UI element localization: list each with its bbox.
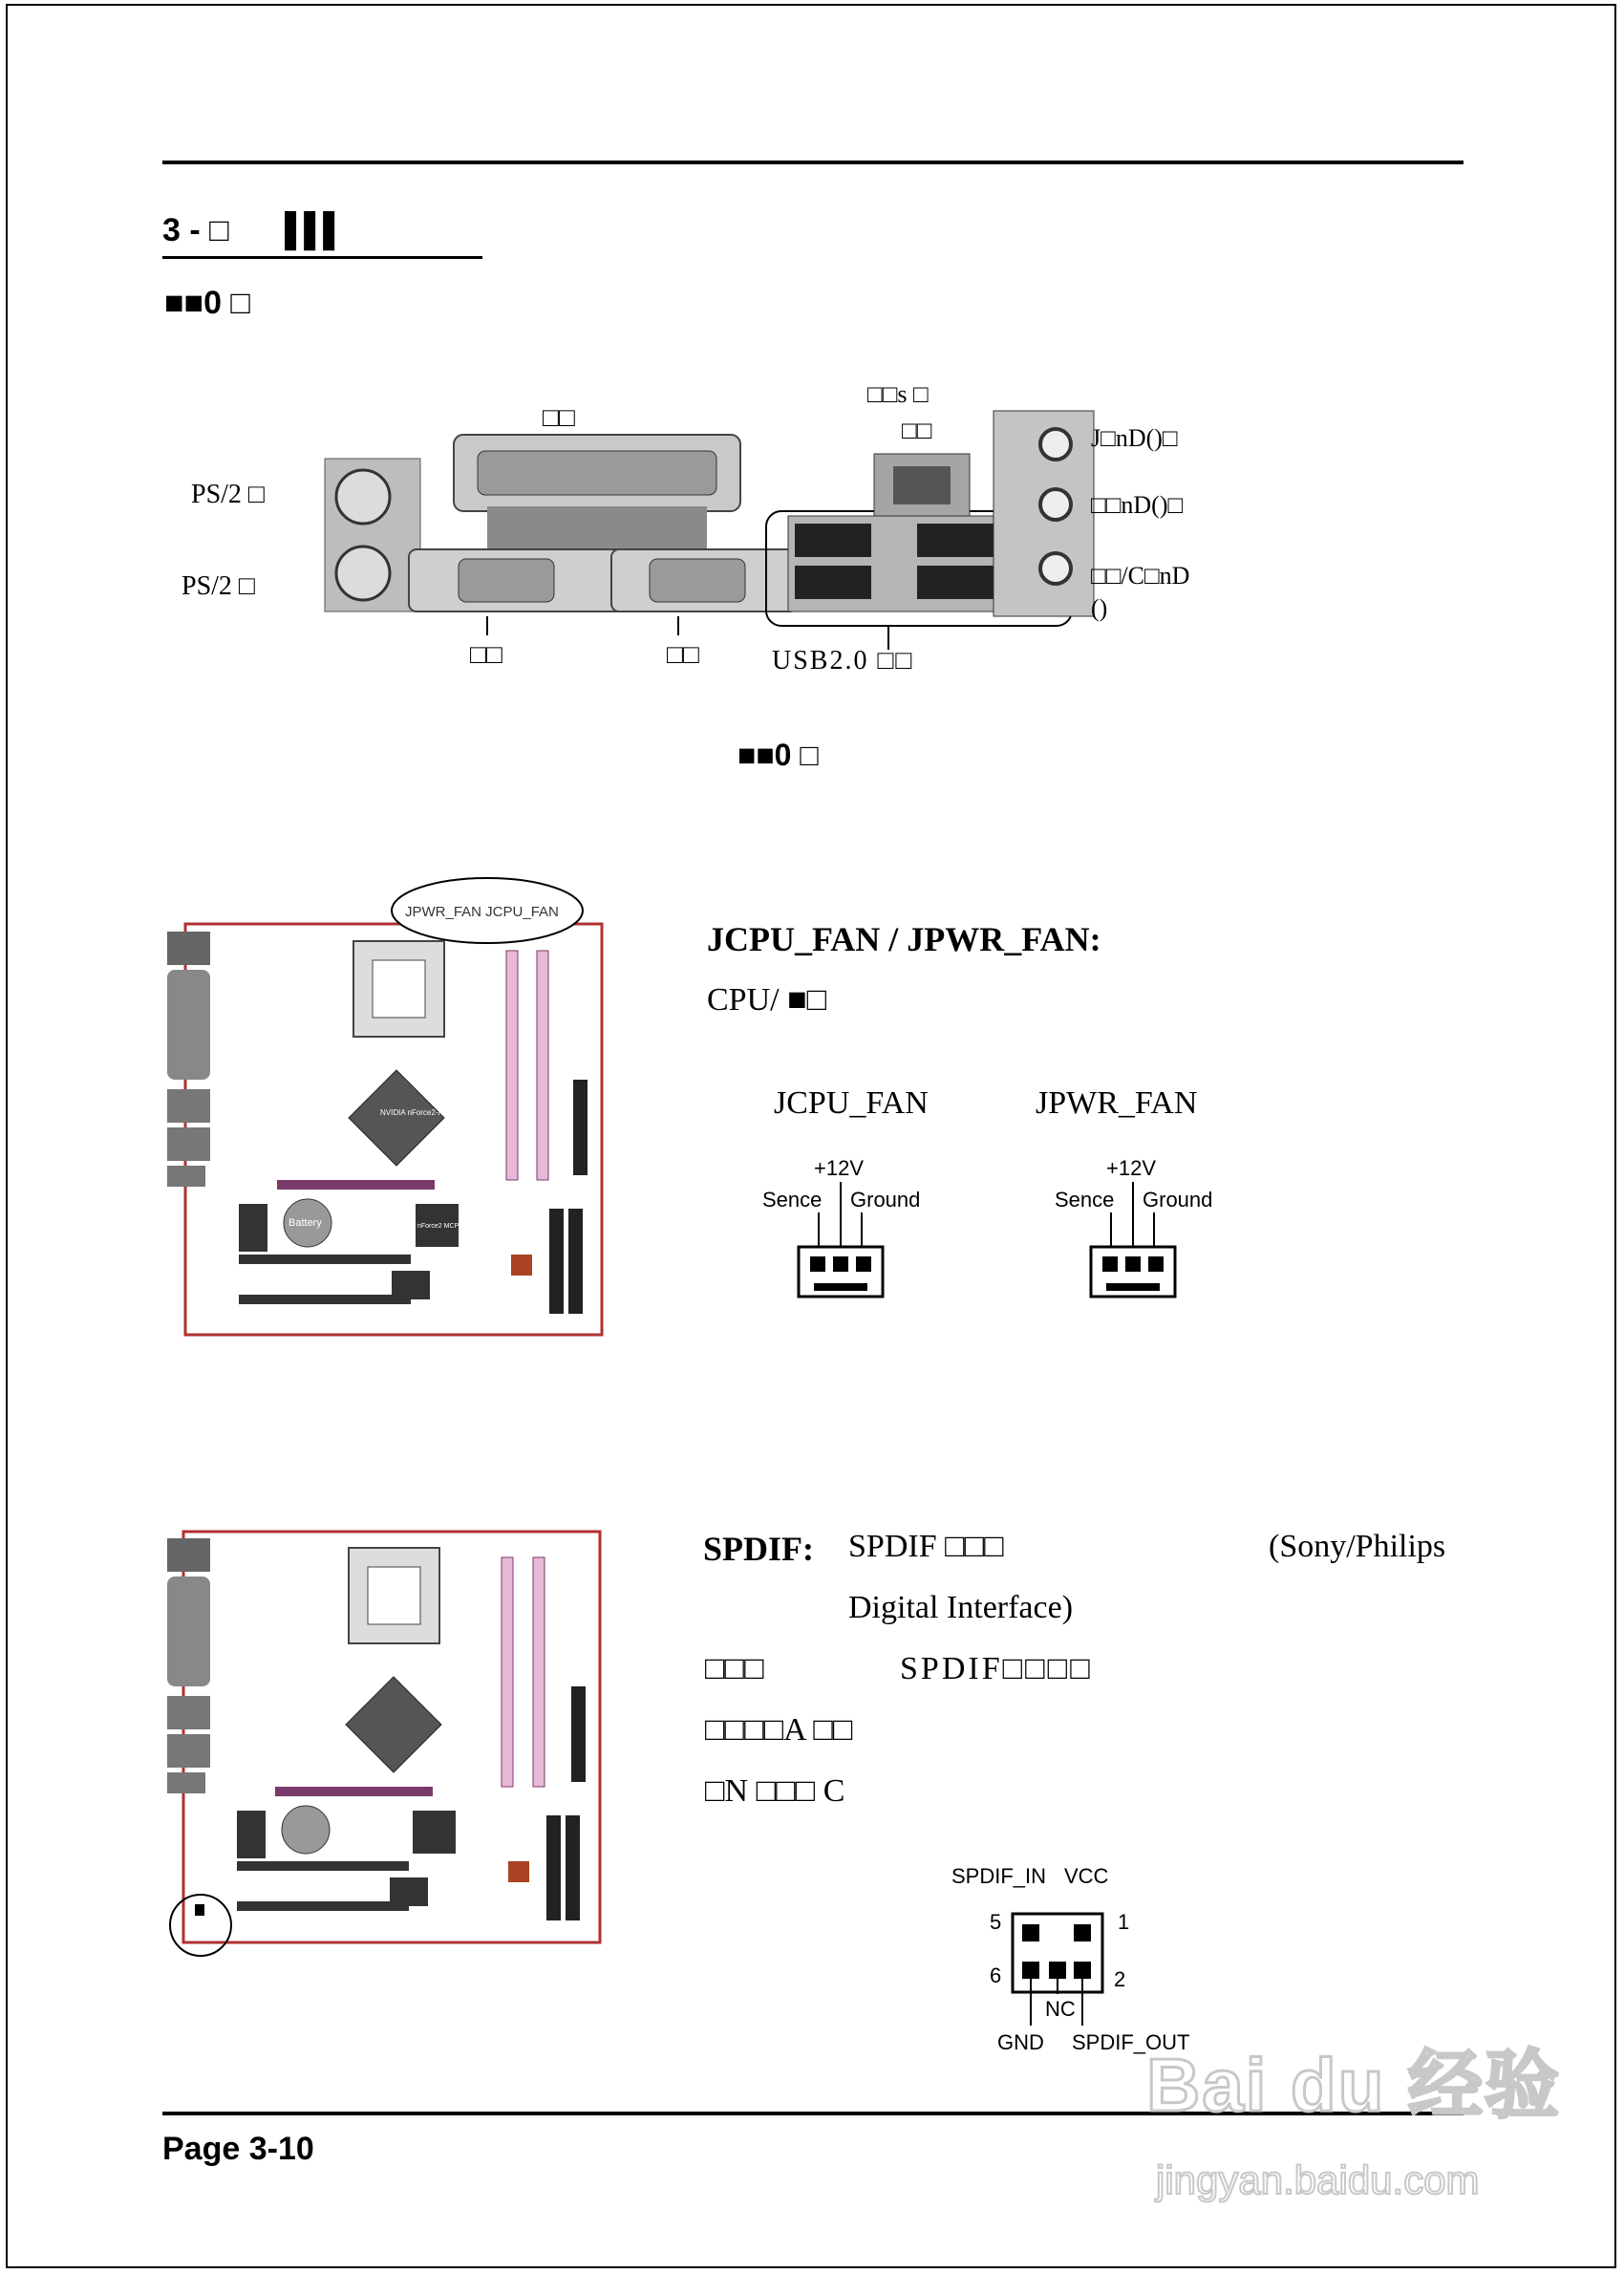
- label-vga1: □□: [470, 640, 502, 670]
- label-vga2: □□: [667, 640, 699, 670]
- board-usb: [167, 1127, 210, 1161]
- label-ps2-bottom: PS/2 □: [182, 571, 255, 601]
- jcpu-key: [814, 1283, 867, 1291]
- jpwr-fan-pinout: [1047, 1151, 1238, 1304]
- board-diagram-fan: [162, 874, 611, 1342]
- pci-slot-2: [239, 1295, 411, 1304]
- jpwr-pin-3: [1148, 1256, 1164, 1272]
- floppy-connector: [573, 1080, 588, 1175]
- dimm-slot-2: [537, 951, 548, 1180]
- spdif-pin-5: [1022, 1924, 1039, 1941]
- jcpu-sense: Sence: [762, 1188, 823, 1212]
- ide-connector-1: [549, 1209, 564, 1314]
- spdif-pin-1: [1074, 1924, 1091, 1941]
- board2-pci-1: [237, 1861, 409, 1871]
- top-rule: [162, 161, 1464, 164]
- vga-port-1-pins: [459, 559, 554, 602]
- pin-1-label: 1: [1118, 1910, 1130, 1934]
- label-lan: □□: [902, 417, 932, 444]
- fan-desc: CPU/ ■□: [707, 982, 827, 1018]
- spdif-line-1: SPDIF □□□: [848, 1529, 1004, 1564]
- jpwr-fan-label: JPWR_FAN: [1036, 1085, 1198, 1121]
- cpu-socket-inner: [373, 960, 425, 1018]
- board2-audio: [167, 1772, 205, 1793]
- jpwr-pin-1: [1102, 1256, 1118, 1272]
- board2-battery: [282, 1806, 330, 1854]
- jpwr-key: [1106, 1283, 1160, 1291]
- label-audio-2: □□nD()□: [1091, 491, 1184, 519]
- back-panel-figure: [162, 363, 1309, 697]
- bios-chip: [511, 1255, 532, 1276]
- label-audio-3: □□/C□nD (): [1091, 562, 1190, 622]
- spdif-in-label: SPDIF_IN: [951, 1864, 1047, 1888]
- jpwr-ground: Ground: [1143, 1188, 1213, 1212]
- spdif-line-4: □□□□A □□: [705, 1712, 853, 1748]
- audio-jack-2: [1040, 489, 1071, 520]
- watermark-logo: Bai du 经验: [1146, 2043, 1562, 2127]
- lan-jack: [893, 466, 951, 504]
- audio-jack-1: [1040, 429, 1071, 460]
- board2-dimm-1: [502, 1557, 513, 1787]
- jcpu-12v: +12V: [814, 1156, 864, 1180]
- board2-ps2: [167, 1538, 210, 1572]
- spdif-title: SPDIF:: [703, 1530, 814, 1568]
- fan-header-label: JPWR_FAN JCPU_FAN: [405, 904, 559, 920]
- board2-parallel: [167, 1577, 210, 1686]
- spdif-line-5: □N □□□ C: [705, 1773, 845, 1809]
- label-audio-1: J□nD()□: [1091, 424, 1178, 452]
- section-title: ▌▌▌: [285, 212, 343, 248]
- mcp-label: nForce2 MCP: [417, 1223, 459, 1230]
- jcpu-pin-2: [833, 1256, 848, 1272]
- usb-port-1: [795, 524, 871, 557]
- board2-bios: [508, 1861, 529, 1882]
- jpwr-pin-2: [1125, 1256, 1141, 1272]
- page-number: Page 3-10: [162, 2131, 314, 2167]
- battery-label: Battery: [288, 1217, 322, 1229]
- board2-agp: [275, 1787, 433, 1796]
- jcpu-pin-3: [856, 1256, 871, 1272]
- board2-ide-2: [566, 1815, 580, 1920]
- fan-title: JCPU_FAN / JPWR_FAN:: [707, 920, 1101, 958]
- pin-5-label: 5: [990, 1910, 1002, 1934]
- jcpu-fan-label: JCPU_FAN: [774, 1085, 929, 1121]
- board2-dimm-2: [533, 1557, 545, 1787]
- pin-6-label: 6: [990, 1963, 1002, 1987]
- board-parallel: [167, 970, 210, 1080]
- usb-port-3: [917, 524, 994, 557]
- pin-2-label: 2: [1114, 1967, 1126, 1991]
- spdif-line-3a: □□□: [705, 1651, 764, 1686]
- spdif-line-2: Digital Interface): [848, 1590, 1074, 1625]
- jcpu-fan-pinout: [755, 1151, 946, 1304]
- spdif-pin-6: [1022, 1962, 1039, 1979]
- spdif-header: [195, 1904, 204, 1916]
- spdif-pin-2: [1074, 1962, 1091, 1979]
- vga-port-2-pins: [650, 559, 745, 602]
- board-ps2: [167, 932, 210, 965]
- ide-connector-2: [568, 1209, 583, 1314]
- label-lan-top: □□s □: [867, 380, 929, 408]
- usb-port-4: [917, 566, 994, 599]
- winbond-chip: [239, 1204, 267, 1252]
- label-usb: USB2.0 □□: [772, 646, 914, 676]
- vcc-label: VCC: [1064, 1864, 1109, 1888]
- board2-floppy: [571, 1686, 586, 1782]
- dimm-slot-1: [506, 951, 518, 1180]
- subheading: ■■0 □: [164, 285, 250, 321]
- spdif-pin-4: [1049, 1962, 1066, 1979]
- watermark-url: jingyan.baidu.com: [1156, 2157, 1480, 2202]
- board2-winbond: [237, 1811, 266, 1858]
- section-number: 3 - □: [162, 212, 229, 248]
- label-ps2-top: PS/2 □: [191, 480, 265, 509]
- section-underline: [162, 256, 482, 259]
- board-diagram-spdif: [162, 1524, 611, 1983]
- board-audio: [167, 1166, 205, 1187]
- spdif-out-label: SPDIF_OUT: [1072, 2030, 1190, 2054]
- board-vga: [167, 1089, 210, 1123]
- jcpu-ground: Ground: [850, 1188, 921, 1212]
- northbridge-label: NVIDIA nForce2-IGP: [380, 1108, 452, 1117]
- jcpu-pin-1: [810, 1256, 825, 1272]
- audio-jack-3: [1040, 553, 1071, 584]
- nc-label: NC: [1045, 1997, 1076, 2021]
- board2-ide-1: [546, 1815, 561, 1920]
- agp-slot: [277, 1180, 435, 1190]
- jpwr-12v: +12V: [1106, 1156, 1156, 1180]
- ps2-port-bottom: [336, 547, 390, 600]
- figure-caption: ■■0 □: [737, 738, 819, 772]
- board2-via: [390, 1877, 428, 1906]
- board2-usb: [167, 1734, 210, 1768]
- jpwr-sense: Sence: [1055, 1188, 1115, 1212]
- board2-pci-2: [237, 1901, 409, 1911]
- gnd-label: GND: [997, 2030, 1044, 2054]
- board2-vga: [167, 1696, 210, 1729]
- board2-cpu-inner: [368, 1567, 420, 1624]
- spdif-line-3b: SPDIF□□□□: [900, 1651, 1093, 1686]
- spdif-line-1-right: (Sony/Philips: [1269, 1529, 1446, 1564]
- parallel-pins: [478, 451, 716, 495]
- ps2-port-top: [336, 470, 390, 524]
- pci-slot-1: [239, 1255, 411, 1264]
- via-chip: [392, 1271, 430, 1299]
- usb-port-2: [795, 566, 871, 599]
- label-parallel: □□: [543, 403, 575, 433]
- board2-mcp: [413, 1811, 456, 1854]
